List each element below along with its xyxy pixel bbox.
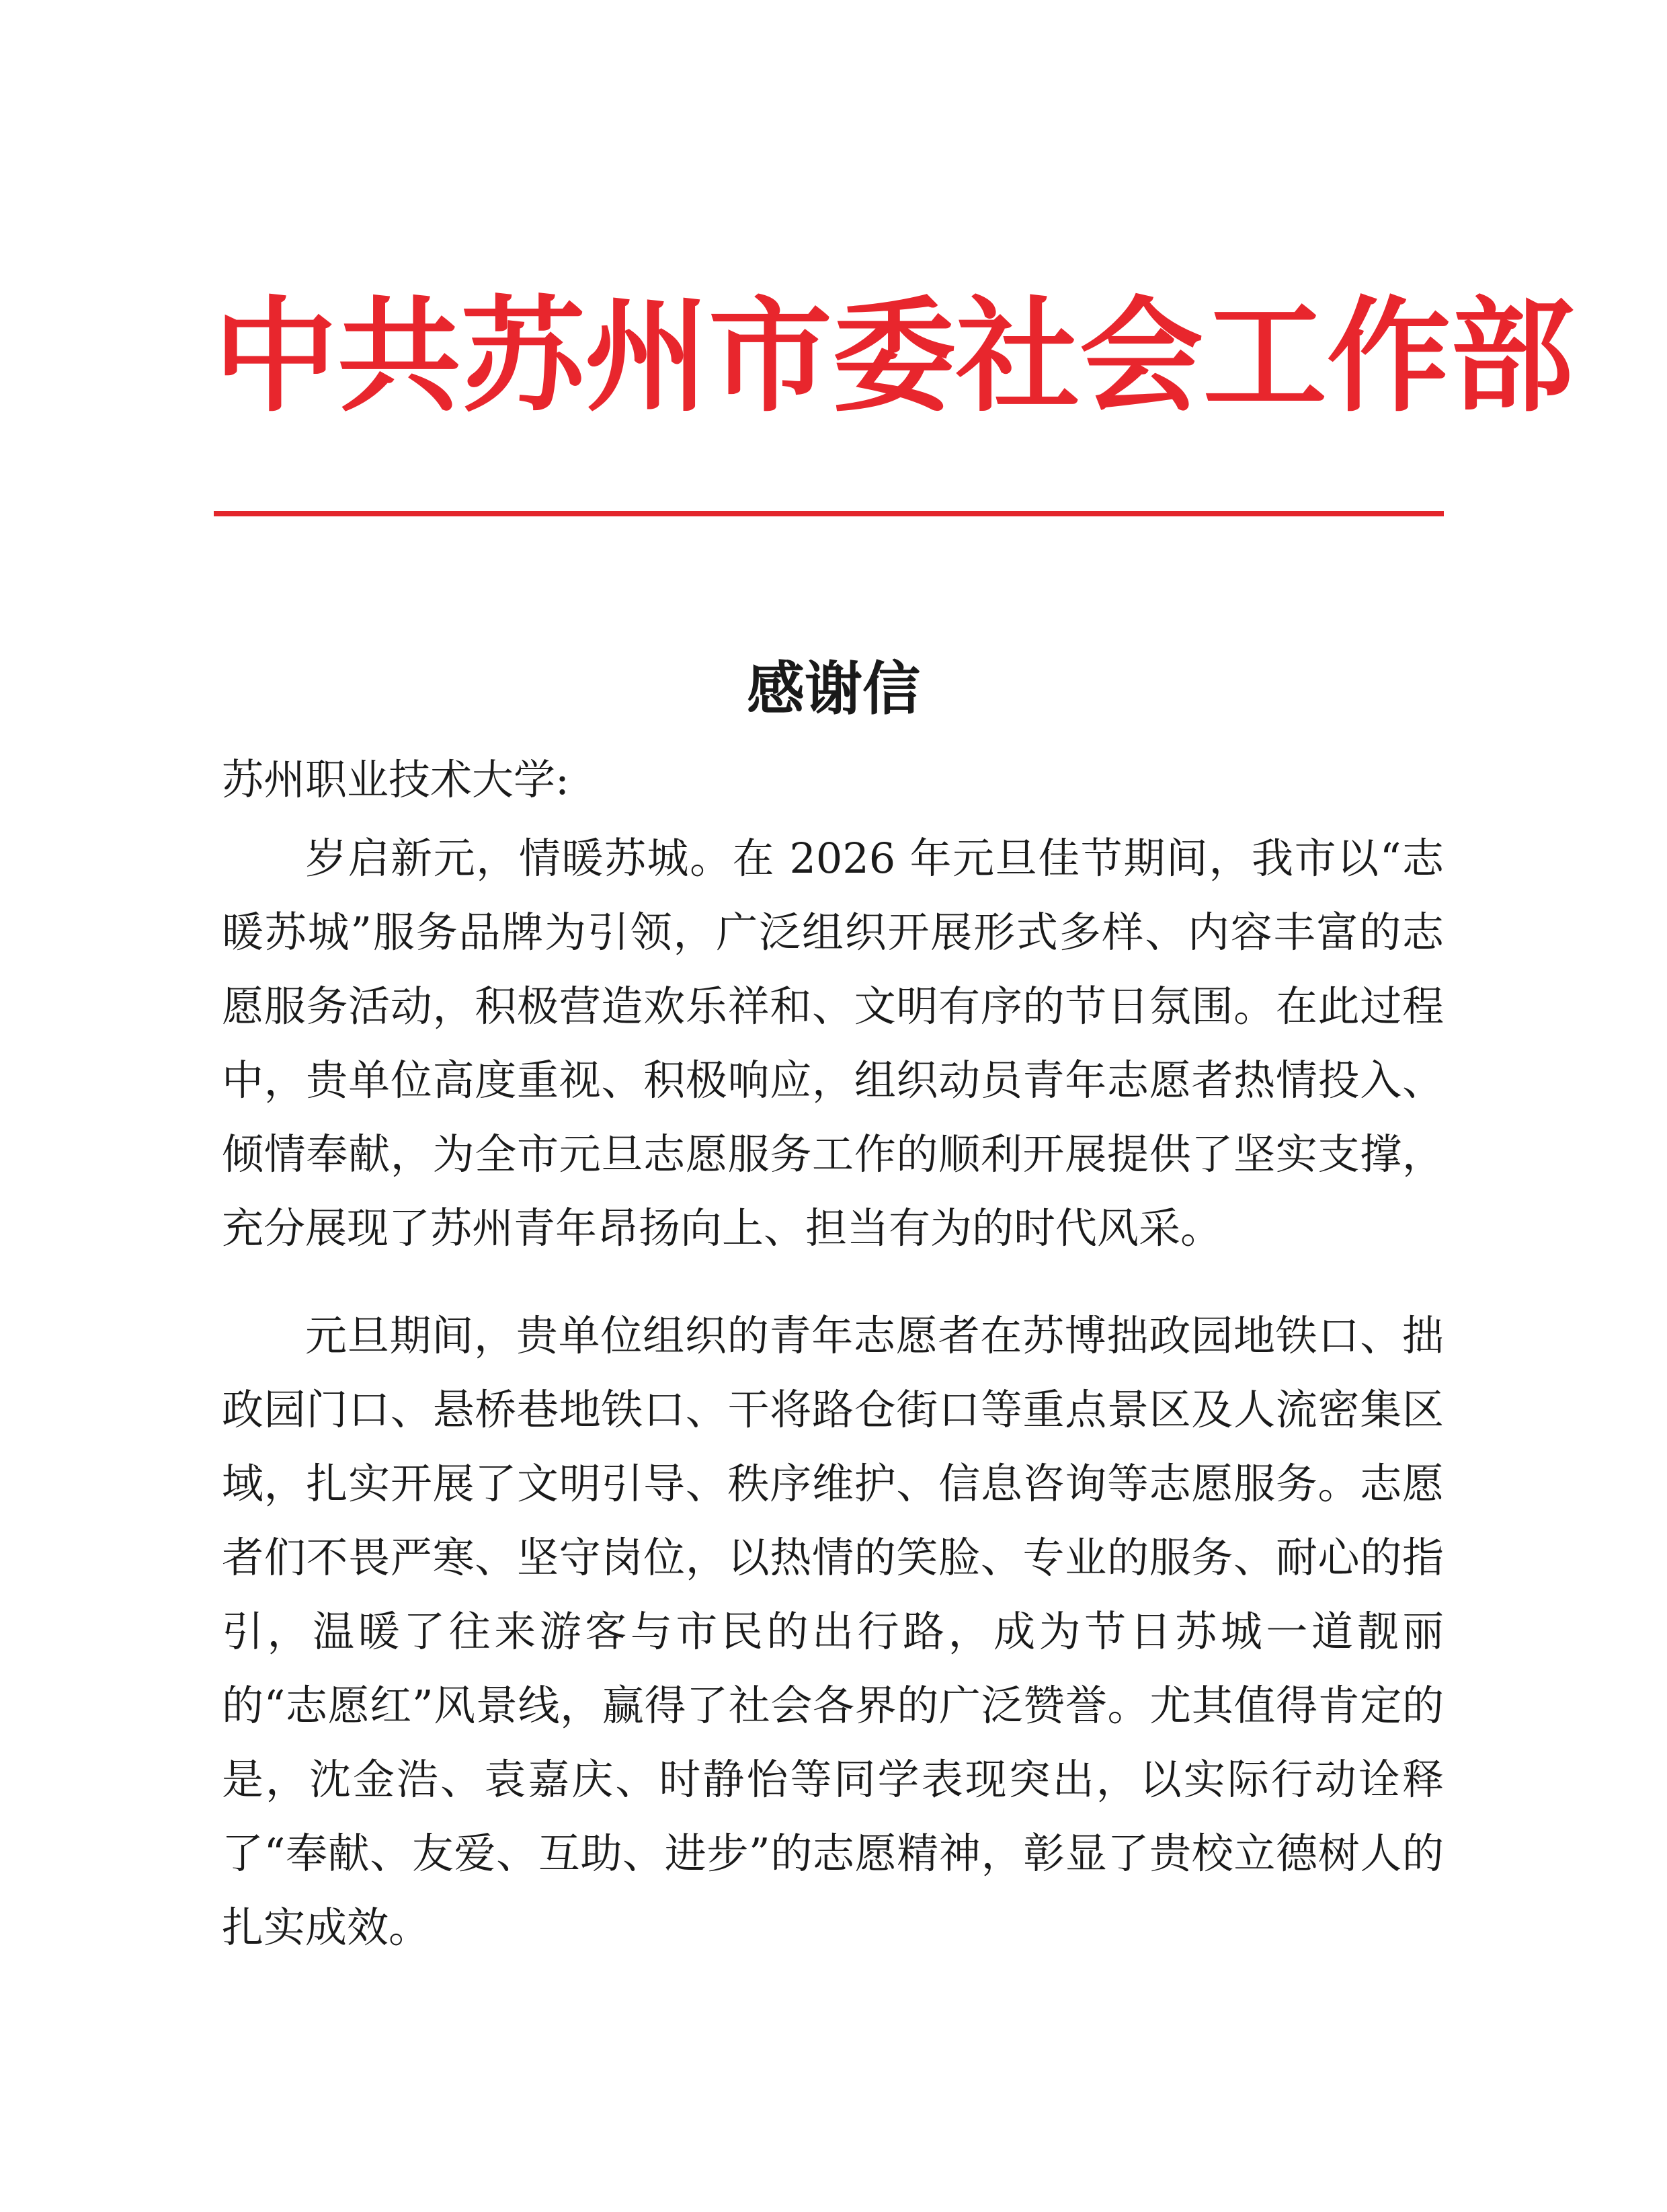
letter-salutation: 苏州职业技术大学: — [222, 755, 569, 804]
letter-paragraph: 岁启新元，情暖苏城。在 2026 年元旦佳节期间，我市以“志暖苏城”服务品牌为引领，广泛组织开展形式多样、内容丰富的志愿服务活动，积极营造欢乐祥和、文明有序的节日氛围。在此过程中，贵单位高度重视、积极响应，组织动员青年志愿者热情投入、倾情奉献，为全市元旦志愿服务工作的顺利开展提供了坚实支撑，充分展现了苏州青年昂扬向上、担当有为的时代风采。 — [222, 834, 1444, 1253]
letterhead-divider — [214, 511, 1444, 516]
letter-title: 感谢信 — [747, 655, 920, 723]
letterhead-organization: 中共苏州市委社会工作部 — [214, 284, 1575, 429]
letter-paragraph: 元旦期间，贵单位组织的青年志愿者在苏博拙政园地铁口、拙政园门口、悬桥巷地铁口、干将路仓街口等重点景区及人流密集区域，扎实开展了文明引导、秩序维护、信息咨询等志愿服务。志愿者们不畏严寒、坚守岗位，以热情的笑脸、专业的服务、耐心的指引，温暖了往来游客与市民的出行路，成为节日苏城一道靓丽的“志愿红”风景线，赢得了社会各界的广泛赞誉。尤其值得肯定的是，沈金浩、袁嘉庆、时静怡等同学表现突出，以实际行动诠释了“奉献、友爱、互助、进步”的志愿精神，彰显了贵校立德树人的扎实成效。 — [222, 1311, 1444, 1952]
